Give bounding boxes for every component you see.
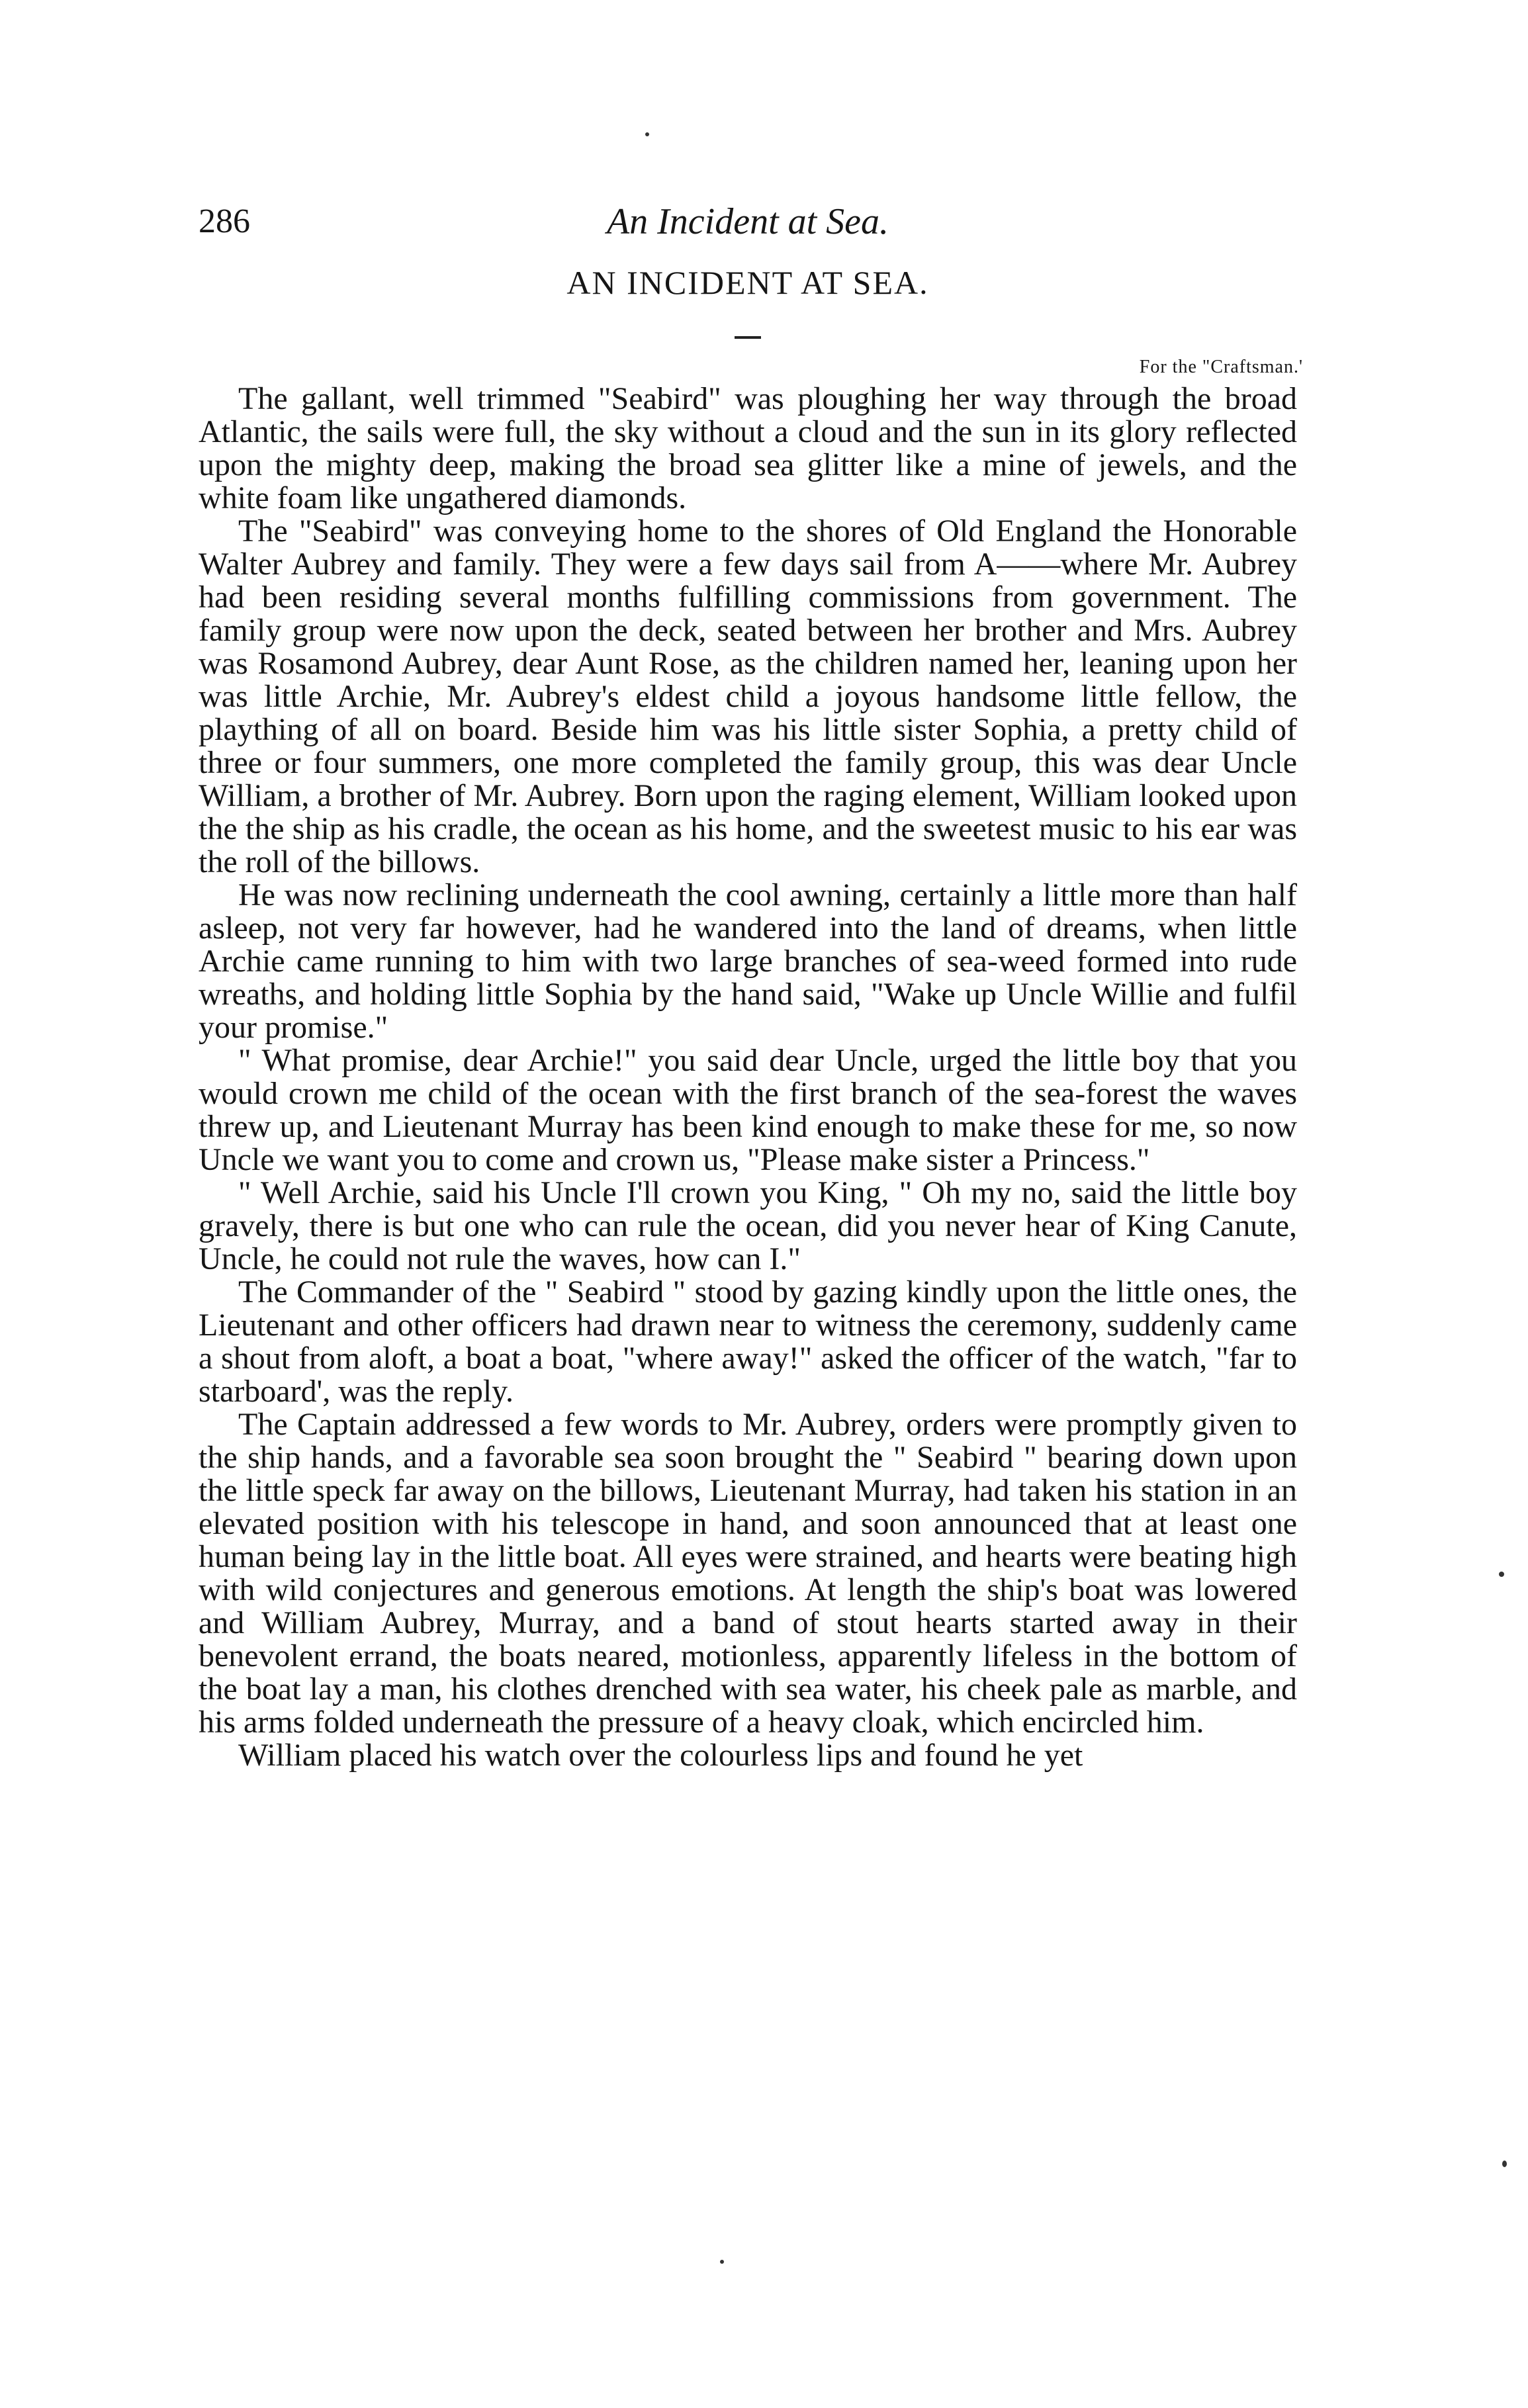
paragraph: The Captain addressed a few words to Mr. Aubrey, orders were promptly given to the ship hands, and a favorable sea soon brought the " Seabird " bearing down upon the little speck far away on the billows, Lieutenant Murray, had taken his station in an elevated position with his telescope in hand, and soon announced that at least one human being lay in the little boat. All eyes were strained, and hearts were beating high with wild conjectures and generous emotions. At length the ship's boat was lowered and William Aubrey, Murray, and a band of stout hearts started away in their benevolent errand, the boats neared, motionless, apparently lifeless in the bottom of the boat lay a man, his clothes drenched with sea water, his cheek pale as marble, and his arms folded underneath the pressure of a heavy cloak, which encircled him. — [199, 1407, 1297, 1740]
paragraph: " Well Archie, said his Uncle I'll crown you King, " Oh my no, said the little boy gravely, there is but one who can rule the ocean, did you never hear of King Canute, Uncle, he could not rule the waves, how can I." — [199, 1175, 1297, 1276]
scan-speck — [1499, 1572, 1504, 1577]
page-number: 286 — [199, 202, 250, 240]
title-rule — [735, 336, 761, 339]
running-title: An Incident at Sea. — [606, 201, 889, 242]
scan-speck — [720, 2260, 724, 2264]
scan-speck — [1502, 2161, 1507, 2167]
running-head — [199, 199, 1297, 245]
paragraph: William placed his watch over the colourless lips and found he yet — [238, 1738, 1083, 1773]
scan-speck — [645, 132, 649, 136]
paragraph: " What promise, dear Archie!" you said dear Uncle, urged the little boy that you would crown me child of the ocean with the first branch of the sea-forest the waves threw up, and Lieutenant Murray has been kind enough to make these for me, so now Uncle we want you to come and crown us, "Please make sister a Princess." — [199, 1043, 1297, 1177]
byline: For the "Craftsman.' — [1139, 357, 1303, 377]
paragraph: The Commander of the " Seabird " stood by gazing kindly upon the little ones, the Lieutenant and other officers had drawn near to witness the ceremony, suddenly came a shout from aloft, a boat a boat, "where away!" asked the officer of the watch, "far to starboard', was the reply. — [199, 1274, 1297, 1409]
article-body — [199, 382, 1297, 1772]
paragraph: The "Seabird" was conveying home to the shores of Old England the Honorable Walter Aubrey and family. They were a few days sail from A——where Mr. Aubrey had been residing several months fulfilling commissions from government. The family group were now upon the deck, seated between her brother and Mrs. Aubrey was Rosamond Aubrey, dear Aunt Rose, as the children named her, leaning upon her was little Archie, Mr. Aubrey's eldest child a joyous handsome little fellow, the plaything of all on board. Beside him was his little sister Sophia, a pretty child of three or four summers, one more completed the family group, this was dear Uncle William, a brother of Mr. Aubrey. Born upon the raging element, William looked upon the the ship as his cradle, the ocean as his home, and the sweetest music to his ear was the roll of the billows. — [199, 513, 1297, 879]
paragraph: He was now reclining underneath the cool awning, certainly a little more than half asleep, not very far however, had he wandered into the land of dreams, when little Archie came running to him with two large branches of sea-weed formed into rude wreaths, and holding little Sophia by the hand said, "Wake up Uncle Willie and fulfil your promise." — [199, 877, 1297, 1045]
paragraph: The gallant, well trimmed "Seabird" was ploughing her way through the broad Atlantic, the sails were full, the sky without a cloud and the sun in its glory reflected upon the mighty deep, making the broad sea glitter like a mine of jewels, and the white foam like ungathered diamonds. — [199, 381, 1297, 515]
article-title: AN INCIDENT AT SEA. — [566, 264, 929, 301]
